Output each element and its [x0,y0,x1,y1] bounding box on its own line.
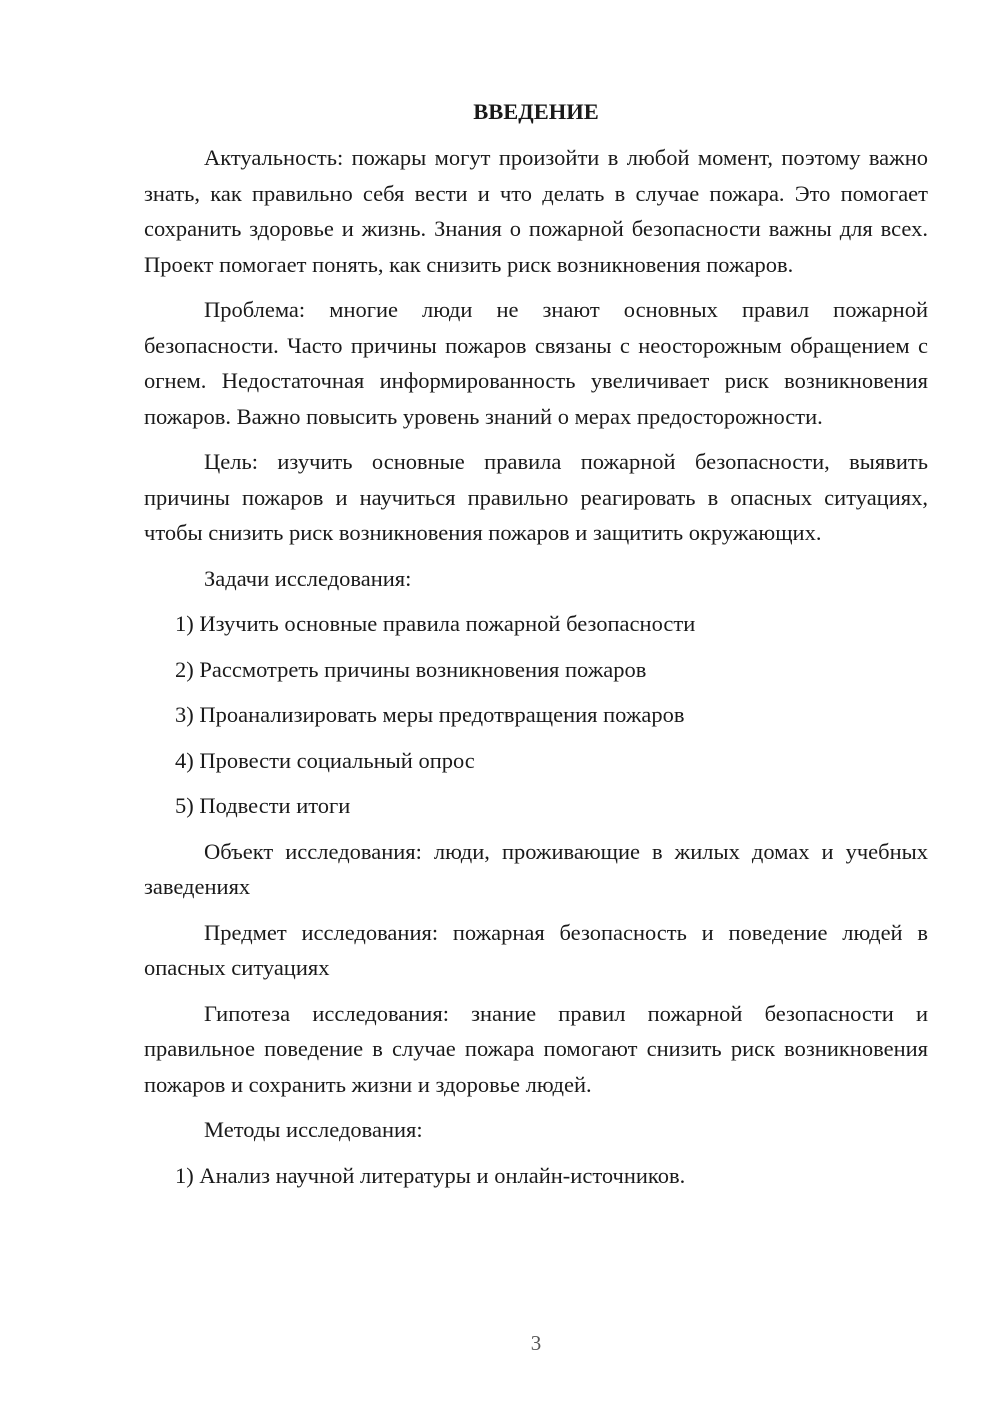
tasks-list [144,606,928,824]
task-item: 1) Изучить основные правила пожарной безопасности [175,611,696,636]
object-paragraph: Объект исследования: люди, проживающие в жилых домах и учебных заведениях [144,838,928,899]
relevance-paragraph: Актуальность: пожары могут произойти в любой момент, поэтому важно знать, как правильно себя вести и что делать в случае пожара. Это помогает сохранить здоровье и жизнь. Знания о пожарной безопасности важны для всех. Проект помогает понять, как снизить риск возникновения пожаров. [144,145,928,277]
task-item: 2) Рассмотреть причины возникновения пожаров [175,656,647,682]
goal-paragraph: Цель: изучить основные правила пожарной безопасности, выявить причины пожаров и научиться правильно реагировать в опасных ситуациях, чтобы снизить риск возникновения пожаров и защитить окружающих. [144,449,928,545]
subject-paragraph: Предмет исследования: пожарная безопасность и поведение людей в опасных ситуациях [144,919,928,980]
methods-heading: Методы исследования: [204,1117,423,1142]
task-item: 3) Проанализировать меры предотвращения пожаров [175,702,685,727]
document-title: ВВЕДЕНИЕ [473,99,599,124]
task-item: 5) Подвести итоги [175,793,351,818]
page-number: 3 [530,1331,542,1355]
document-page [144,94,928,1203]
methods-list [144,1158,928,1194]
task-item: 4) Провести социальный опрос [175,747,475,773]
method-item: 1) Анализ научной литературы и онлайн-источников. [175,1162,686,1188]
tasks-heading: Задачи исследования: [204,565,412,591]
problem-paragraph: Проблема: многие люди не знают основных правил пожарной безопасности. Часто причины пожаров связаны с неосторожным обращением с огнем. Недостаточная информированность увеличивает риск возникновения пожаров. Важно повысить уровень знаний о мерах предосторожности. [144,297,928,429]
hypothesis-paragraph: Гипотеза исследования: знание правил пожарной безопасности и правильное поведение в случае пожара помогают снизить риск возникновения пожаров и сохранить жизни и здоровье людей. [144,1000,928,1097]
